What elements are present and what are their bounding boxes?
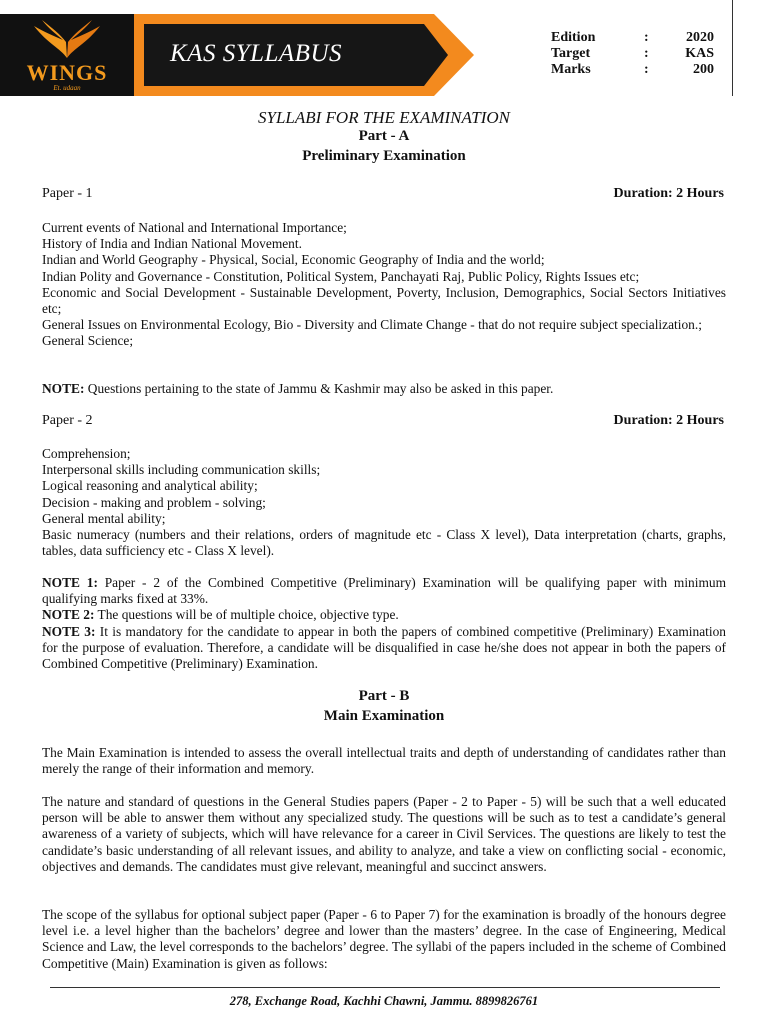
topic-item: Economic and Social Development - Sustainable Development, Poverty, Inclusion, Demographics, Social Sectors Initiatives etc; <box>42 284 726 317</box>
meta-key: Marks <box>551 62 591 77</box>
paper-2-label: Paper - 2 <box>42 413 93 428</box>
note-3 <box>42 624 726 673</box>
edition-info <box>551 30 714 78</box>
topic-item: General Issues on Environmental Ecology, Bio - Diversity and Climate Change - that do not require subject specialization.; <box>42 317 702 333</box>
paper-1-label: Paper - 1 <box>42 186 93 201</box>
meta-row <box>551 30 714 46</box>
note-label: NOTE: <box>42 381 85 396</box>
main-exam-intro: The Main Examination is intended to assess the overall intellectual traits and depth of understanding of candidates rather than merely the range of their information and memory. <box>42 745 726 777</box>
topic-item: Current events of National and International Importance; <box>42 220 347 235</box>
note-text: Paper - 2 of the Combined Competitive (Preliminary) Examination will be qualifying paper with minimum qualifying marks fixed at 33%. <box>42 575 726 607</box>
topic-item: Indian and World Geography - Physical, Social, Economic Geography of India and the world; <box>42 252 545 268</box>
topic-item: General mental ability; <box>42 510 166 526</box>
topic-item: Logical reasoning and analytical ability; <box>42 478 258 494</box>
note-1 <box>42 575 726 607</box>
meta-value: KAS <box>685 46 714 61</box>
logo-text: WINGS <box>26 60 108 85</box>
divider <box>732 0 733 96</box>
meta-sep: : <box>644 30 649 45</box>
paper-1-note <box>42 381 726 397</box>
topic-item: Basic numeracy (numbers and their relations, orders of magnitude etc - Class X level), Data interpretation (charts, graphs, tables, data sufficiency etc - Class X level). <box>42 527 726 559</box>
part-a-heading: Part - A <box>358 128 410 144</box>
preliminary-heading: Preliminary Examination <box>302 148 466 164</box>
meta-key: Target <box>551 46 591 61</box>
note-2 <box>42 607 726 623</box>
paper-2-duration: Duration: 2 Hours <box>613 413 724 428</box>
topic-item: General Science; <box>42 333 134 349</box>
general-studies-paragraph: The nature and standard of questions in the General Studies papers (Paper - 2 to Paper - 5) will be such that a well educated person will be able to answer them without any specialized study. The questions will be such as to test a candidate’s general awareness of a variety of subjects, which will have relevance for a career in Civil Services. The questions are likely to test the candidate’s basic understanding of all relevant issues, and ability to analyze, and take a view on conflicting social - economic, objectives and demands. The candidates must give relevant, meaningful and succinct answers. <box>42 794 726 874</box>
paper-2-header <box>42 413 724 429</box>
page-header <box>0 0 768 96</box>
topic-item: Comprehension; <box>42 446 131 461</box>
meta-value: 200 <box>693 62 714 77</box>
meta-value: 2020 <box>686 30 714 45</box>
footer-address: 278, Exchange Road, Kachhi Chawni, Jammu. 8899826761 <box>229 994 539 1008</box>
note-text: The questions will be of multiple choice, objective type. <box>94 607 399 623</box>
wings-emblem-icon <box>30 18 104 60</box>
meta-key: Edition <box>551 30 596 45</box>
topic-item: History of India and Indian National Movement. <box>42 236 302 252</box>
optional-syllabus-paragraph: The scope of the syllabus for optional subject paper (Paper - 6 to Paper 7) for the examination is broadly of the honours degree level i.e. a level higher than the bachelors’ degree and lower than the masters’ degree. In the case of Engineering, Medical Science and Law, the level corresponds to the bachelors’ degree. The syllabi of the papers included in the scheme of Combined Competitive (Main) Examination is given as follows: <box>42 907 726 971</box>
topic-item: Decision - making and problem - solving; <box>42 494 266 510</box>
logo-subtext: Et. udaan <box>53 84 81 92</box>
paper-1-duration: Duration: 2 Hours <box>613 186 724 201</box>
topic-item: Indian Polity and Governance - Constitution, Political System, Panchayati Raj, Public Policy, Rights Issues etc; <box>42 268 640 284</box>
note-label: NOTE 3: <box>42 623 96 639</box>
note-label: NOTE 1: <box>42 575 98 590</box>
meta-row <box>551 46 714 62</box>
paper-2-notes <box>42 575 726 672</box>
main-exam-heading: Main Examination <box>323 708 445 724</box>
note-text: Questions pertaining to the state of Jammu & Kashmir may also be asked in this paper. <box>84 381 554 396</box>
note-label: NOTE 2: <box>42 607 95 623</box>
syllabus-heading: SYLLABI FOR THE EXAMINATION <box>257 108 510 127</box>
meta-sep: : <box>644 62 649 77</box>
paper-1-topics <box>42 220 726 350</box>
meta-sep: : <box>644 46 649 61</box>
footer-divider <box>50 987 720 988</box>
meta-row <box>551 62 714 78</box>
note-text: It is mandatory for the candidate to appear in both the papers of combined competitive (Preliminary) Examination for the purpose of evaluation. Therefore, a candidate will be disqualified in case he/she does not appear in both the papers of Combined Competitive (Preliminary) Examination. <box>42 623 726 672</box>
topic-item: Interpersonal skills including communication skills; <box>42 462 321 478</box>
banner-title: KAS SYLLABUS <box>170 40 343 67</box>
part-b-heading: Part - B <box>358 688 410 704</box>
paper-2-topics <box>42 446 726 559</box>
paper-1-header <box>42 186 724 202</box>
wings-logo <box>0 14 134 96</box>
